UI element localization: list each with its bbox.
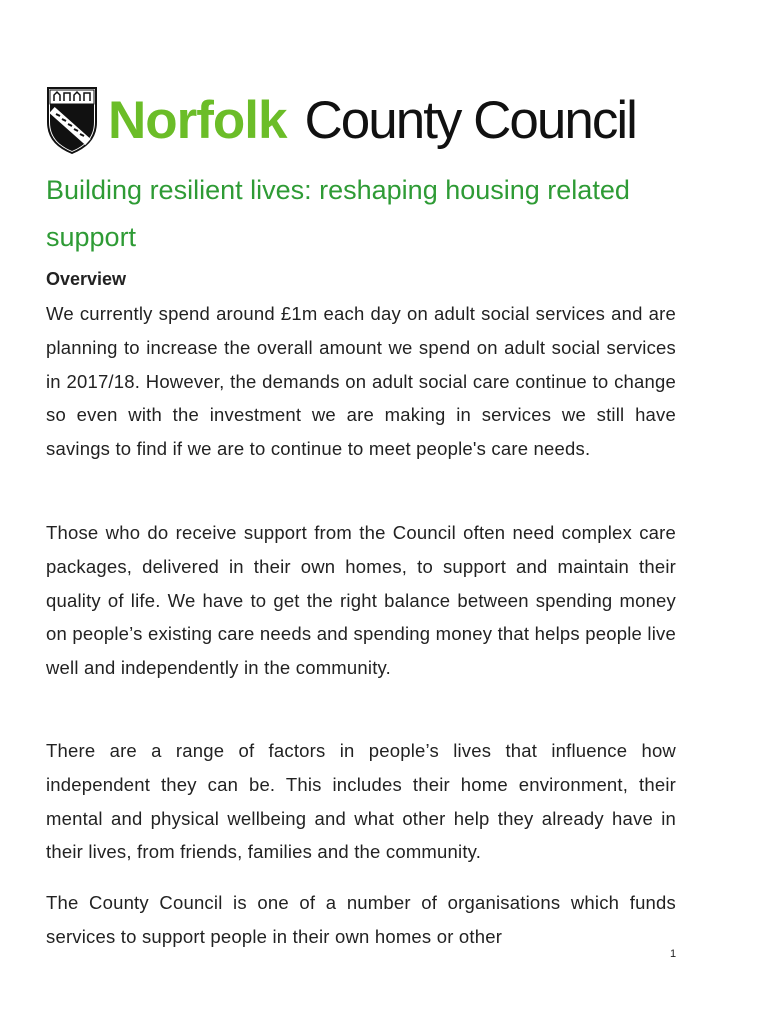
paragraph: We currently spend around £1m each day on adult social services and are planning to increase the overall amount we spend on adult social services in 2017/18. However, the demands on adult social care continue to change so even with the investment we are making in services we still have savings to find if we are to continue to meet people's care needs. bbox=[46, 303, 676, 460]
brand-name-bold: Norfolk bbox=[108, 90, 287, 150]
document-title: Building resilient lives: reshaping housing related support bbox=[46, 175, 630, 252]
paragraph: Those who do receive support from the Council often need complex care packages, delivered in their own homes, to support and maintain their quality of life. We have to get the right balance between spending money on people’s existing care needs and spending money that helps people live well and independently in the community. bbox=[46, 522, 676, 679]
page-number: 1 bbox=[670, 948, 677, 960]
brand-name-light: County Council bbox=[304, 90, 636, 150]
section-heading: Overview bbox=[46, 269, 127, 289]
paragraph: The County Council is one of a number of organisations which funds services to support people in their own homes or other bbox=[46, 892, 676, 947]
county-crest-icon bbox=[46, 86, 98, 154]
council-logo bbox=[46, 86, 636, 154]
paragraph: There are a range of factors in people’s lives that influence how independent they can be. This includes their home environment, their mental and physical wellbeing and what other help they already have in their lives, from friends, families and the community. bbox=[46, 740, 676, 863]
